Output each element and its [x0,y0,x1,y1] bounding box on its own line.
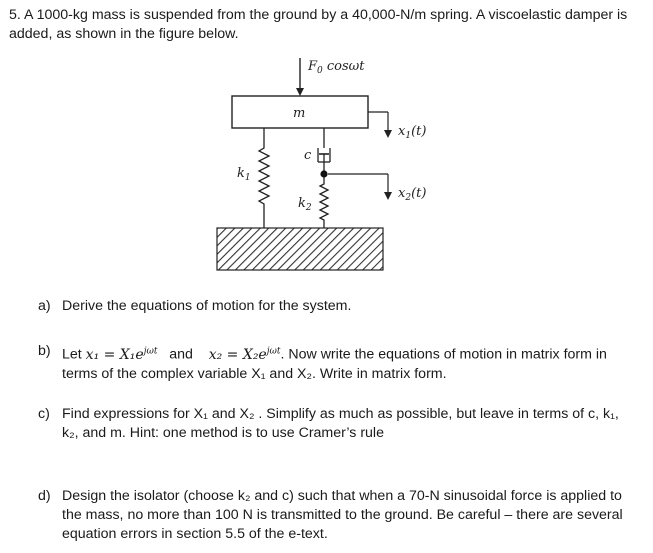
mass-label: m [293,106,306,121]
spring-k2 [320,177,328,228]
question-b-label: b) [38,343,51,359]
k2-label: $k_2$ [298,196,312,213]
question-d-label: d) [38,488,51,504]
joint-node [320,170,327,177]
damper-c [318,128,330,172]
ground [217,228,383,270]
x1-arrow [368,112,392,138]
spring-k1 [259,128,269,228]
equation-x1: $x_1 = X_1e^{j\omega t}$ [85,346,158,363]
x2-arrow [328,174,392,200]
mass-spring-damper-figure [200,50,450,275]
question-a-text: Derive the equations of motion for the system. [62,298,352,314]
question-b-text: Let $x_1 = X_1e^{j\omega t}$ and $x_2 = X_2e^{j\omega t}$. Now write the equations of motion in matrix form in terms of the complex variable X₁ and X₂. Write in matrix form. [62,346,607,382]
figure-drawing [200,50,450,275]
force-label: $F_0$ cosωt [308,59,365,76]
question-c [38,405,638,443]
k1-label: $k_1$ [237,166,251,183]
x2-label: $x_2(t)$ [398,186,427,203]
question-a [38,297,638,316]
question-a-label: a) [38,298,51,314]
question-d [38,487,638,544]
x1-label: $x_1(t)$ [398,124,427,141]
question-c-label: c) [38,406,50,422]
question-c-text: Find expressions for X₁ and X₂ . Simplify as much as possible, but leave in terms of c, k₁, k₂, and m. Hint: one method is to use Cramer’s rule [62,406,619,441]
question-d-text: Design the isolator (choose k₂ and c) such that when a 70-N sinusoidal force is applied to the mass, no more than 100 N is transmitted to the ground. Be careful – there are several equation errors in section 5.5 of the e-text. [62,488,623,542]
equation-x2: $x_2 = X_2e^{j\omega t}$ [208,346,281,363]
problem-statement: 5. A 1000-kg mass is suspended from the ground by a 40,000-N/m spring. A viscoelastic damper is added, as shown in the figure below. [9,7,628,42]
damper-label: c [304,148,312,163]
question-b [38,342,638,384]
force-arrow [296,58,304,96]
